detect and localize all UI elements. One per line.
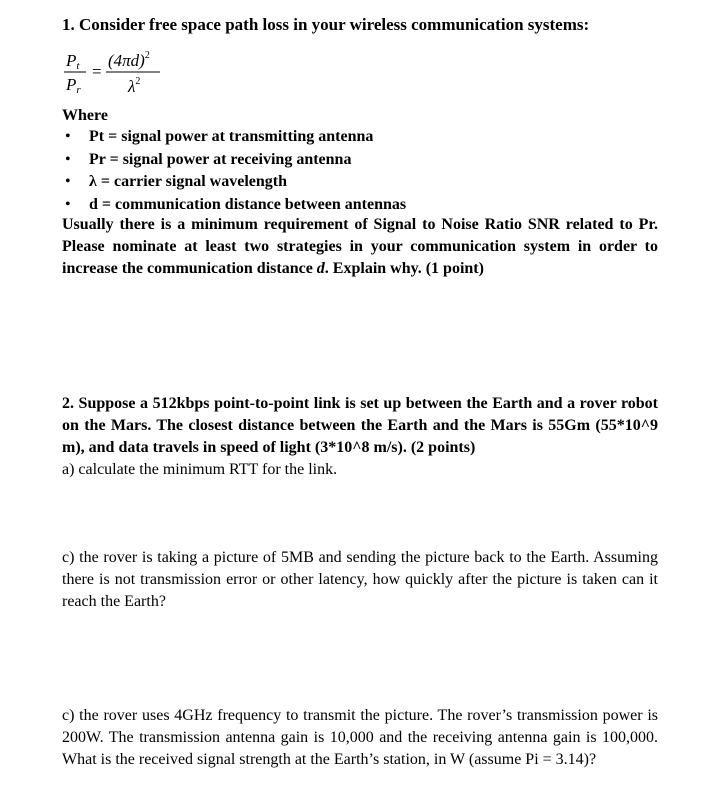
question-1-prompt: Usually there is a minimum requirement of Signal to Noise Ratio SNR related to Pr. Please nominate at least two strategies in your communication system in order to increase the communication distance d. Explain why. (1 point) bbox=[62, 216, 658, 277]
list-item: • Pr = signal power at receiving antenna bbox=[62, 149, 406, 172]
variable-definitions-list bbox=[62, 126, 406, 216]
bullet-icon: • bbox=[65, 128, 71, 145]
where-label: Where bbox=[62, 107, 108, 124]
formula-equals: = bbox=[92, 62, 102, 81]
formula-rhs-denominator: $\lambda^2$ bbox=[128, 76, 141, 96]
formula-rhs-numerator: $(4\pi d)^2$ bbox=[108, 50, 150, 70]
question-2-part-c-picture-time: c) the rover is taking a picture of 5MB and sending the picture back to the Earth. Assuming there is not transmission error or other latency, how quickly after the picture is taken can it reach the Earth? bbox=[62, 549, 658, 610]
question-2-part-a: a) calculate the minimum RTT for the link. bbox=[62, 461, 338, 478]
question-2-part-c-signal-strength: c) the rover uses 4GHz frequency to transmit the picture. The rover’s transmission power is 200W. The transmission antenna gain is 10,000 and the receiving antenna gain is 100,000. What is the received signal strength at the Earth’s station, in W (assume Pi = 3.14)? bbox=[62, 707, 658, 768]
formula-pt: Pt bbox=[66, 51, 80, 72]
list-item: • Pt = signal power at transmitting antenna bbox=[62, 126, 406, 149]
question-1-title: 1. Consider free space path loss in your wireless communication systems: bbox=[62, 15, 590, 34]
list-item: • λ = carrier signal wavelength bbox=[62, 171, 406, 194]
bullet-icon: • bbox=[65, 150, 71, 168]
path-loss-formula bbox=[62, 46, 182, 98]
distance-variable: d bbox=[316, 260, 325, 277]
list-item: • d = communication distance between antennas bbox=[62, 194, 406, 217]
question-2-intro: 2. Suppose a 512kbps point-to-point link is set up between the Earth and a rover robot on the Mars. The closest distance between the Earth and the Mars is 55Gm (55*10^9 m), and data travels in speed of light (3*10^8 m/s). (2 points) bbox=[62, 395, 658, 456]
bullet-icon: • bbox=[65, 173, 71, 190]
bullet-icon: • bbox=[65, 195, 71, 213]
formula-pr: Pr bbox=[66, 75, 81, 96]
